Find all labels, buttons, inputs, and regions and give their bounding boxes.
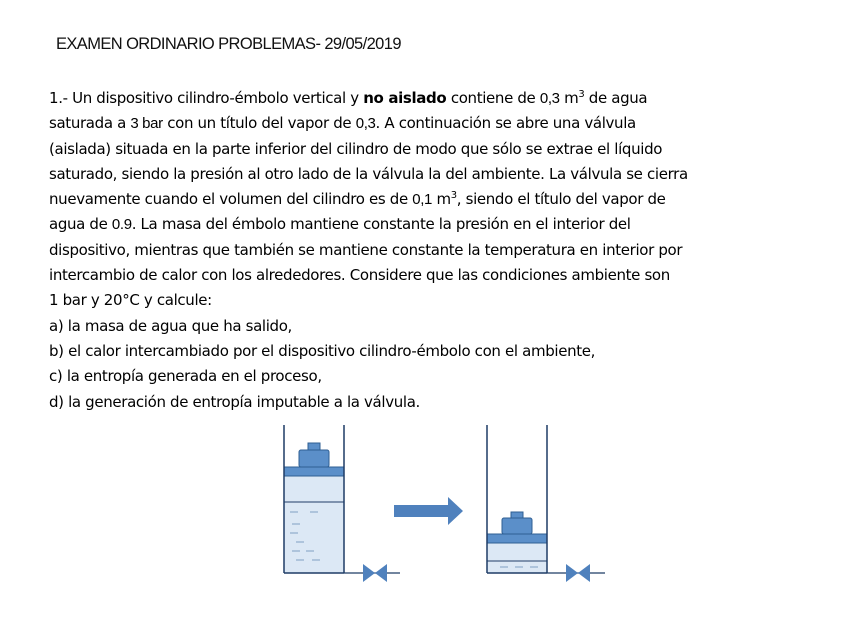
text: agua de [49, 215, 112, 234]
valve-icon [566, 564, 578, 582]
value-quality-initial: 0,3 [355, 115, 376, 133]
text: 1.- Un dispositivo cilindro-émbolo vertical y [49, 89, 364, 107]
value-volume-initial: 0,3 [539, 90, 560, 107]
value-volume-final: 0,1 [412, 191, 433, 209]
text: saturada a [49, 114, 131, 133]
value-quality-final: 0.9 [111, 216, 132, 234]
piston-knob [308, 443, 320, 450]
text: . A continuación se abre una válvula [375, 114, 636, 133]
valve-icon [578, 564, 590, 582]
piston-plate [487, 534, 547, 543]
superscript: 3 [450, 190, 457, 202]
liquid-region [487, 542, 547, 573]
problem-line-2 [49, 111, 839, 136]
unit: m [559, 89, 579, 107]
piston-weight [299, 450, 329, 467]
question-c: c) la entropía generada en el proceso, [49, 367, 322, 386]
piston-cylinder-diagram [270, 420, 620, 595]
exam-header: EXAMEN ORDINARIO PROBLEMAS- 29/05/2019 [56, 35, 401, 53]
problem-line-7: dispositivo, mientras que también se mantiene constante la temperatura en interior por [49, 240, 683, 259]
text: nuevamente cuando el volumen del cilindro es de [49, 190, 413, 209]
problem-line-6 [49, 212, 839, 237]
value-pressure: 3 bar [130, 115, 163, 133]
text: , siendo el título del vapor de [456, 190, 666, 209]
question-a: a) la masa de agua que ha salido, [49, 316, 292, 335]
problem-line-5 [49, 187, 839, 212]
valve-icon [363, 564, 375, 582]
process-arrow-icon [394, 497, 463, 525]
text: . La masa del émbolo mantiene constante la presión en el interior del [131, 215, 631, 234]
piston-plate [284, 467, 344, 476]
text: de agua [584, 89, 648, 107]
piston-knob [511, 512, 523, 518]
problem-statement [49, 86, 839, 415]
problem-line-4: saturado, siendo la presión al otro lado de la válvula la del ambiente. La válvula se cierra [49, 164, 688, 183]
valve-icon [375, 564, 387, 582]
text: contiene de [446, 89, 540, 107]
problem-line-9: 1 bar y 20°C y calcule: [49, 291, 212, 310]
unit: m [432, 190, 451, 209]
text: con un título del vapor de [162, 114, 356, 133]
bold-no-aislado: no aislado [363, 89, 447, 107]
problem-line-8: intercambio de calor con los alrededores. Considere que las condiciones ambiente son [49, 266, 670, 285]
superscript: 3 [578, 89, 585, 100]
question-d: d) la generación de entropía imputable a la válvula. [49, 392, 420, 411]
question-b: b) el calor intercambiado por el dispositivo cilindro-émbolo con el ambiente, [49, 341, 596, 360]
piston-weight [502, 518, 532, 534]
cylinder-initial [284, 425, 400, 582]
cylinder-final [487, 425, 605, 582]
problem-line-3: (aislada) situada en la parte inferior del cilindro de modo que sólo se extrae el líquido [49, 139, 663, 158]
problem-line-1 [49, 86, 839, 111]
